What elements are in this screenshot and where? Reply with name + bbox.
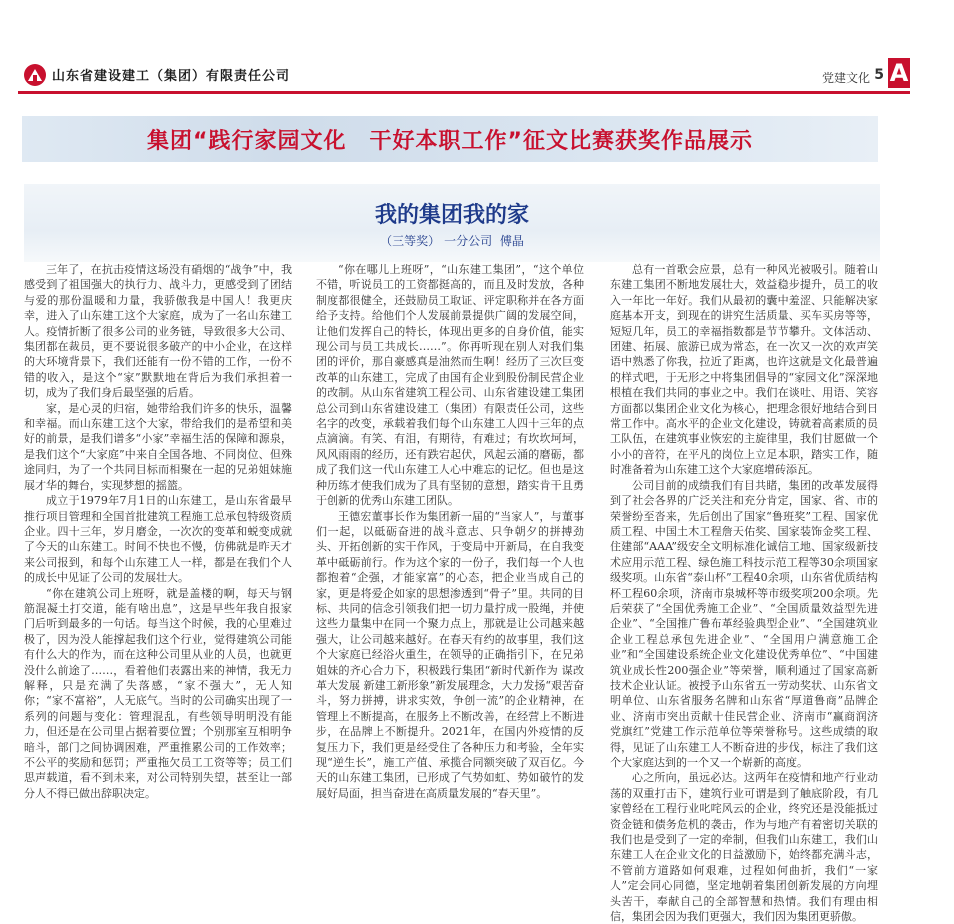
paragraph: 心之所向，虽远必达。这两年在疫情和地产行业动荡的双重打击下，建筑行业可谓是到了触底阶段，有几家曾经在工程行业叱咤风云的企业，终究还是没能抵过资金链和债务危机的袭击，作为与地产有着密切关联的我们也是受到了一定的牵制，但我们山东建工，我们山东建工人在企业文化的日益激励下，始终都充满斗志，不管前方道路如何艰难，过程如何曲折，我们“一家人”定会同心同德，坚定地朝着集团创新发展的方向埋头苦干，奉献自己的全部智慧和热情。我们有理由相信，集团会因为我们更强大，我们因为集团更骄傲。 xyxy=(610,771,878,924)
paragraph: 王德宏董事长作为集团新一届的“当家人”，与董事们一起，以砥砺奋进的战斗意志、只争朝夕的拼搏劲头、开拓创新的实干作风，于变局中开新局，在自我变革中砥砺前行。作为这个家的一份子，我们每一个人也都抱着“企强，才能家富”的心态，把企业当成自己的家，更是将爱企如家的思想渗透到“骨子”里。共同的目标、共同的信念引领我们把一切力量拧成一股绳，并使这些力量集中在同一个聚力点上，那就是让公司越来越强大，让公司越来越好。在春天有约的故事里，我们这个大家庭已经浴火重生，在领导的正确指引下，在兄弟姐妹的齐心合力下，积极践行集团“新时代新作为 谋改革大发展 新建工新形象”新发展理念，大力发扬“艰苦奋斗，努力拼搏，讲求实效，争创一流”的企业精神，在管理上不断提高，在服务上不断改善，在经营上不断进步，在品牌上不断提升。2021年，在国内外疫情的反复压力下，我们更是经受住了各种压力和考验，全年实现“逆生长”，施工产值、承揽合同额突破了双百亿。今天的山东建工集团，已形成了气势如虹、势如破竹的发展好局面，担当奋进在高质量发展的“春天里”。 xyxy=(316,509,584,800)
article-body xyxy=(24,262,880,924)
paragraph: “你在哪儿上班呀”，“山东建工集团”，“这个单位不错，听说员工的工资都挺高的，而且及时发放，各种制度都很健全，还鼓励员工取证、评定职称并在各方面给予支持。给他们个人发展前景提供广阔的发展空间，让他们发挥自己的特长，体现出更多的自身价值，能实现公司与员工共成长……”。你再听现在别人对我们集团的评价，那自豪感真是油然而生啊！经历了三次巨变改革的山东建工，完成了由国有企业到股份制民营企业的改制。从山东省建筑工程公司、山东省建设建工集团总公司到山东省建设建工（集团）有限责任公司，这些名字的改变，承载着我们每个山东建工人四十三年的点点滴滴。有笑、有泪，有期待，有难过；有坎坎坷坷，风风雨雨的经历，还有跌宕起伏，风起云涌的磨砺，都成了我们这一代山东建工人心中难忘的记忆。但也是这种历练才使我们成为了具有坚韧的意想，踏实肯干且勇于创新的优秀山东建工团队。 xyxy=(316,263,584,508)
section-label: 党建文化 xyxy=(821,71,870,85)
banner xyxy=(22,116,878,162)
article-header xyxy=(24,184,880,262)
column-1 xyxy=(24,262,292,800)
header-rule xyxy=(18,91,910,94)
page-number: 5 xyxy=(874,67,884,83)
paragraph: 总有一首歌会应景，总有一种风光被吸引。随着山东建工集团不断地发展壮大，效益稳步提升，员工的收入一年比一年好。我们从最初的囊中羞涩、只能解决家庭基本开支，到现在的讲究生活质量、买车买房等等，短短几年，员工的幸福指数都是节节攀升。文体活动、团建、拓展、旅游已成为常态，在一次又一次的欢声笑语中熟悉了你我，拉近了距离，也许这就是文化最普遍的样式吧，于无形之中将集团倡导的“家园文化”深深地根植在我们共同的事业之中。我们在谈吐、用语、笑容方面都以集团企业文化为核心，把理念很好地结合到日常工作中。高水平的企业文化建设，铸就着高素质的员工队伍，在建筑事业恢宏的主旋律里，我们甘愿做一个小小的音符，在平凡的岗位上立足本职，踏实工作，随时准备着为山东建工这个大家庭增砖添瓦。 xyxy=(610,263,878,477)
banner-title: 集团“践行家园文化 干好本职工作”征文比赛获奖作品展示 xyxy=(147,129,753,154)
column-3 xyxy=(610,262,878,924)
masthead xyxy=(0,56,954,96)
company-logo-icon xyxy=(24,64,46,86)
department-label: 一分公司 xyxy=(444,234,493,248)
org-name: 山东省建设建工（集团）有限责任公司 xyxy=(52,69,291,84)
paragraph: 三年了，在抗击疫情这场没有硝烟的“战争”中，我感受到了祖国强大的执行力、战斗力，更感受到了团结与爱的那份温暖和力量，我骄傲我是中国人！我更庆幸，进入了山东建工这个大家庭，成为了一名山东建工人。疫情折断了很多公司的业务链，导致很多大公司、集团都在裁员，更不要说很多破产的中小企业，在这样的大环境背景下，我们还能有一份不错的工作，一份不错的收入，是这个“家”默默地在背后为我们承担着一切，成为了我们身后最坚强的后盾。 xyxy=(24,263,292,400)
paragraph: 成立于1979年7月1日的山东建工，是山东省最早推行项目管理和全国首批建筑工程施工总承包特级资质企业。四十三年，岁月磨金，一次次的变革和蜕变成就了今天的山东建工。时间不快也不慢，仿佛就是昨天才来公司报到，和每个山东建工人一样，都是在我们个人的成长中见证了公司的发展壮大。 xyxy=(24,494,292,585)
page-letter-badge: A xyxy=(889,59,909,87)
article-title: 我的集团我的家 xyxy=(374,202,529,228)
column-2 xyxy=(316,262,584,800)
paragraph: “你在建筑公司上班呀，就是盖楼的啊，每天与钢筋混凝土打交道，能有啥出息”，这是早些年我自报家门后听到最多的一句话。每当这个时候，我的心里难过极了，因为没人能撑起我们这个行业，觉得建筑公司能有什么大的作为，而在这种公司里从业的人员，也就更没什么前途了……，看着他们表露出来的神情，我无力解释，只是充满了失落感，“家不强大”，无人知你；“家不富裕”，人无底气。当时的公司确实出现了一系列的问题与变化：管理混乱，有些领导明明没有能力，但还是在公司里占据着要位置；个别那室互相明争暗斗，部门之间协调困难，严重推累公司的工作效率；不公平的奖励和惩罚；严重拖欠员工工资等等；员工们思声载道，看不到未来，对公司特别失望，甚至让一部分人不得已做出辞职决定。 xyxy=(24,586,292,800)
author-name: 傅晶 xyxy=(499,234,524,248)
award-label: （三等奖） xyxy=(380,234,441,248)
byline xyxy=(24,232,880,249)
paragraph: 家，是心灵的归宿，她带给我们许多的快乐，温馨和幸福。而山东建工这个大家，带给我们的是希望和美好的前景，是我们谱多“小家”幸福生活的保障和源泉，是我们这个“大家庭”中来自全国各地、不同岗位、但殊途同归，为了一个共同目标而相聚在一起的兄弟姐妹施展才华的舞台，实现梦想的摇篮。 xyxy=(24,401,292,492)
paragraph: 公司目前的成绩我们有目共睹，集团的改革发展得到了社会各界的广泛关注和充分肯定，国家、省、市的荣誉纷至沓来，先后创出了国家“鲁班奖”工程、国家优质工程、中国土木工程詹天佑奖、国家装饰金奖工程、住建部“AAA”级安全文明标准化诚信工地、国家级新技术应用示范工程、绿色施工科技示范工程等30余项国家级奖项。山东省“泰山杯”工程40余项，山东省优质结构杯工程60余项，济南市泉城杯等市级奖项200余项。先后荣获了“全国优秀施工企业”、“全国质量效益型先进企业”、“全国推广鲁布革经验典型企业”、“全国建筑业企业工程总承包先进企业”、“全国用户满意施工企业”和“全国建设系统企业文化建设优秀单位”、“中国建筑业成长性200强企业”等荣誉，顺利通过了国家高新技术企业认证。被授予山东省五一劳动奖状、山东省文明单位、山东省服务名牌和山东省“厚道鲁商”品牌企业、济南市突出贡献十佳民营企业、济南市“赢商润济党旗红”党建工作示范单位等荣誉称号。这些成绩的取得，见证了山东建工人不断奋进的步伐，标注了我们这个大家庭达到的一个又一个崭新的高度。 xyxy=(610,478,878,769)
